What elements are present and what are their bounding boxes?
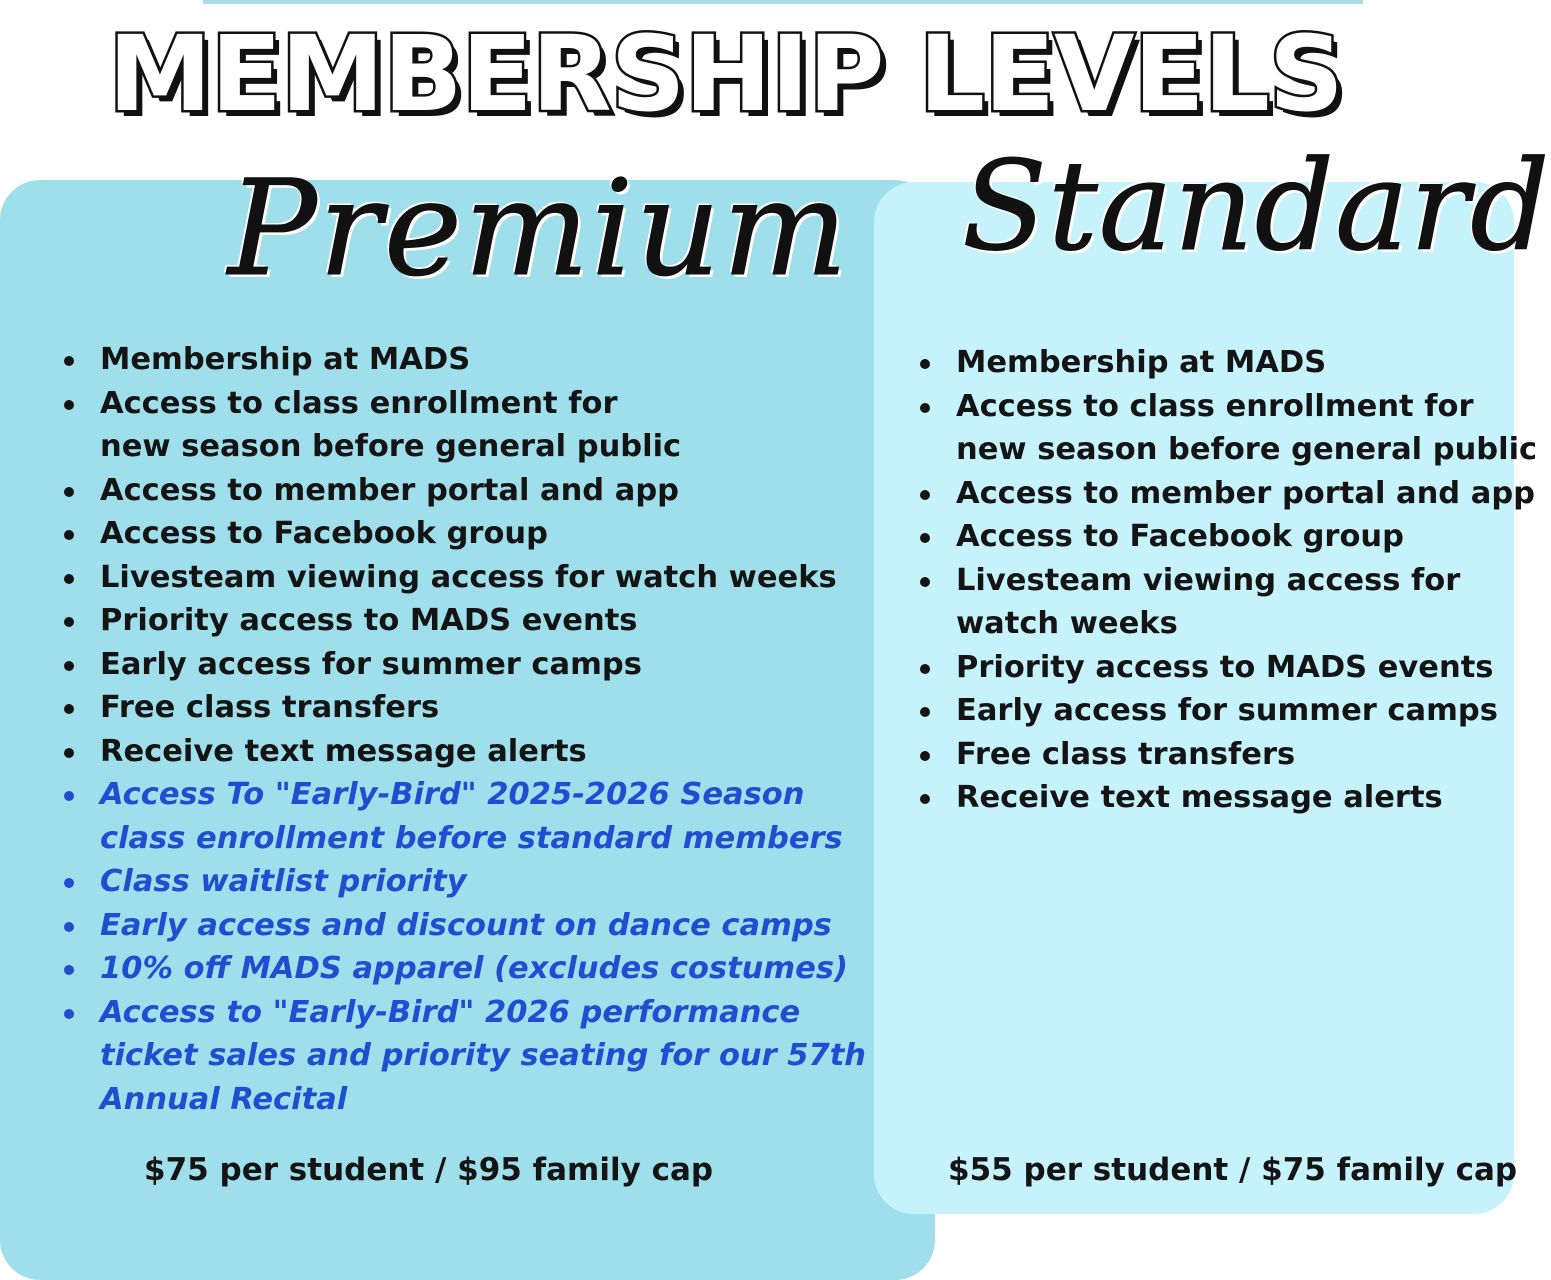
- premium-benefit-item: Early access for summer camps: [62, 643, 866, 687]
- premium-extra-benefit-item: Early access and discount on dance camps: [62, 904, 866, 948]
- premium-extra-benefit-item: Access to "Early-Bird" 2026 performance ticket sales and priority seating for our 57th Annual Recital: [62, 991, 866, 1122]
- premium-extra-benefit-item: Access To "Early-Bird" 2025-2026 Season class enrollment before standard members: [62, 773, 866, 860]
- standard-benefit-item: Access to class enrollment for new season before general public: [918, 385, 1537, 472]
- premium-benefit-item: Priority access to MADS events: [62, 599, 866, 643]
- premium-benefit-item: Access to member portal and app: [62, 469, 866, 513]
- standard-benefit-list: [918, 341, 1537, 820]
- premium-benefit-item: Access to Facebook group: [62, 512, 866, 556]
- premium-extra-benefit-item: Class waitlist priority: [62, 860, 866, 904]
- premium-benefit-item: Receive text message alerts: [62, 730, 866, 774]
- premium-extra-benefit-item: 10% off MADS apparel (excludes costumes): [62, 947, 866, 991]
- premium-benefit-item: Membership at MADS: [62, 338, 866, 382]
- page-title: MEMBERSHIP LEVELS: [108, 13, 1343, 135]
- standard-benefit-item: Access to member portal and app: [918, 472, 1537, 516]
- standard-benefit-item: Access to Facebook group: [918, 515, 1537, 559]
- premium-price: $75 per student / $95 family cap: [144, 1152, 714, 1188]
- standard-benefit-item: Membership at MADS: [918, 341, 1537, 385]
- standard-benefit-item: Receive text message alerts: [918, 776, 1537, 820]
- premium-benefit-list: [62, 338, 866, 1121]
- premium-benefit-item: Free class transfers: [62, 686, 866, 730]
- premium-benefit-item: Livesteam viewing access for watch weeks: [62, 556, 866, 600]
- standard-benefit-item: Livesteam viewing access for watch weeks: [918, 559, 1537, 646]
- standard-heading: Standard: [962, 135, 1551, 279]
- top-divider-line: [203, 0, 1363, 4]
- premium-heading: Premium: [228, 152, 850, 306]
- standard-benefit-item: Priority access to MADS events: [918, 646, 1537, 690]
- standard-price: $55 per student / $75 family cap: [948, 1152, 1518, 1188]
- premium-benefit-item: Access to class enrollment for new season before general public: [62, 382, 866, 469]
- standard-benefit-item: Free class transfers: [918, 733, 1537, 777]
- standard-benefit-item: Early access for summer camps: [918, 689, 1537, 733]
